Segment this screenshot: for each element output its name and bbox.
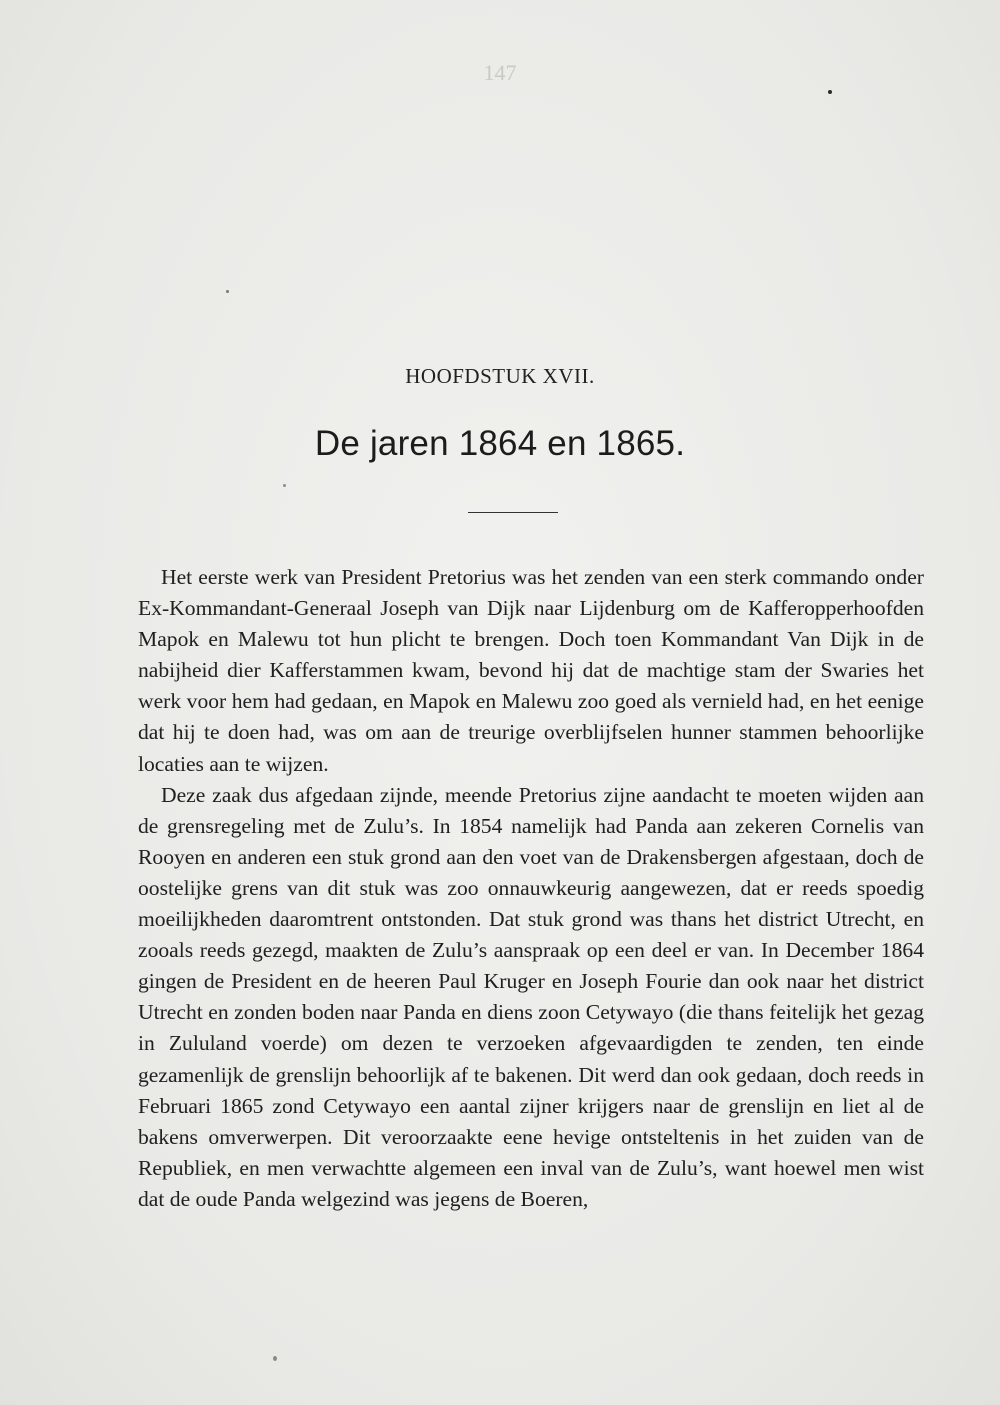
- chapter-heading: HOOFDSTUK XVII.: [405, 364, 595, 388]
- paragraph: Het eerste werk van President Pretorius was het zenden van een sterk commando onder Ex-Kommandant-Generaal Joseph van Dijk naar Lijdenburg om de Kafferopperhoofden Mapok en Malewu tot hun plicht te brengen. Doch toen Kommandant Van Dijk in de nabijheid dier Kafferstammen kwam, bevond hij dat de machtige stam der Swaries het werk voor hem had gedaan, en Mapok en Malewu zoo goed als vernield had, en het eenige dat hij te doen had, was om aan de treurige overblijfselen hunner stammen behoorlijke locaties aan te wijzen.: [138, 565, 924, 776]
- ink-spot: [273, 1356, 277, 1361]
- page-number: 147: [483, 60, 517, 85]
- title-divider: [468, 512, 558, 513]
- ink-spot: [828, 90, 832, 94]
- body-text: [138, 562, 924, 1215]
- ink-spot: [283, 484, 286, 487]
- ink-spot: [226, 290, 229, 293]
- paragraph: Deze zaak dus afgedaan zijnde, meende Pretorius zijne aandacht te moeten wijden aan de grensregeling met de Zulu’s. In 1854 namelijk had Panda aan zekeren Cornelis van Rooyen en anderen een stuk grond aan den voet van de Drakensbergen afgestaan, doch de oostelijke grens van dit stuk was zoo onnauwkeurig aangewezen, dat er reeds spoedig moeilijkheden daaromtrent ontstonden. Dat stuk grond was thans het district Utrecht, en zooals reeds gezegd, maakten de Zulu’s aanspraak op een deel er van. In December 1864 gingen de President en de heeren Paul Kruger en Joseph Fourie dan ook naar het district Utrecht en zonden boden naar Panda en diens zoon Cetywayo (die thans feitelijk het gezag in Zululand voerde) om dezen te verzoeken afgevaardigden te zenden, ten einde gezamenlijk de grenslijn behoorlijk af te bakenen. Dit werd dan ook gedaan, doch reeds in Februari 1865 zond Cetywayo een aantal zijner krijgers naar de grenslijn en liet al de bakens omverwerpen. Dit veroorzaakte eene hevige ontsteltenis in het zuiden van de Republiek, en men verwachtte algemeen een inval van de Zulu’s, want hoewel men wist dat de oude Panda welgezind was jegens de Boeren,: [138, 782, 924, 1211]
- chapter-title: De jaren 1864 en 1865.: [314, 424, 686, 463]
